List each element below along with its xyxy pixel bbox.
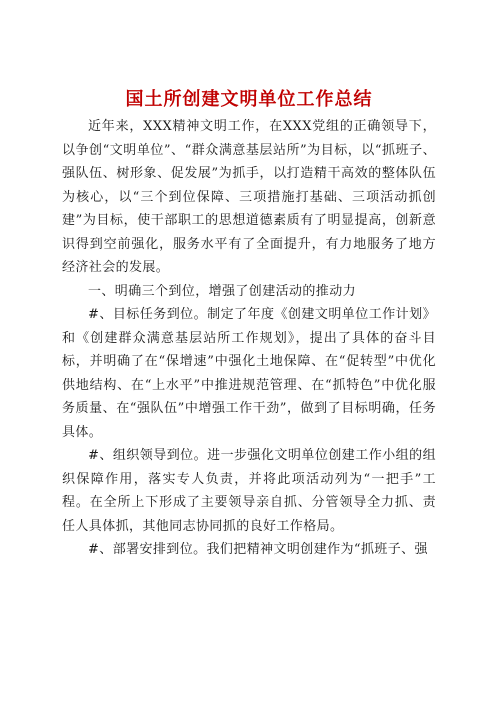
section-heading: 一、明确三个到位，增强了创建活动的推动力 [88,283,357,299]
intro-paragraph: 近年来，XXX精神文明工作，在XXX党组的正确领导下，以争创“文明单位”、“群众满意基层站所”为目标，以“抓班子、强队伍、树形象、促发展”为抓手，以打造精干高效的整体队伍为核心，以“三个到位保障、三项措施打基础、三项活动抓创建”为目标，使干部职工的思想道德素质有了明显提高，创新意识得到空前强化，服务水平有了全面提升，有力地服务了地方经济社会的发展。 [62,119,436,275]
document-page [62,85,436,562]
paragraph-deployment: #、部署安排到位。我们把精神文明创建作为“抓班子、强 [88,542,428,557]
paragraph-goals: #、目标任务到位。制定了年度《创建文明单位工作计划》和《创建群众满意基层站所工作规划》，提出了具体的奋斗目标，并明确了在“保增速”中强化土地保障、在“促转型”中优化供地结构、在“上水平”中推进规范管理、在“抓特色”中优化服务质量、在“强队伍”中增强工作干劲”，做到了目标明确，任务具体。 [62,307,436,440]
document-title: 国土所创建文明单位工作总结 [125,89,373,110]
paragraph-leadership: #、组织领导到位。进一步强化文明单位创建工作小组的组织保障作用，落实专人负责，并将此项活动列为“一把手”工程。在全所上下形成了主要领导亲自抓、分管领导全力抓、责任人具体抓，其他同志协同抓的良好工作格局。 [62,448,436,534]
